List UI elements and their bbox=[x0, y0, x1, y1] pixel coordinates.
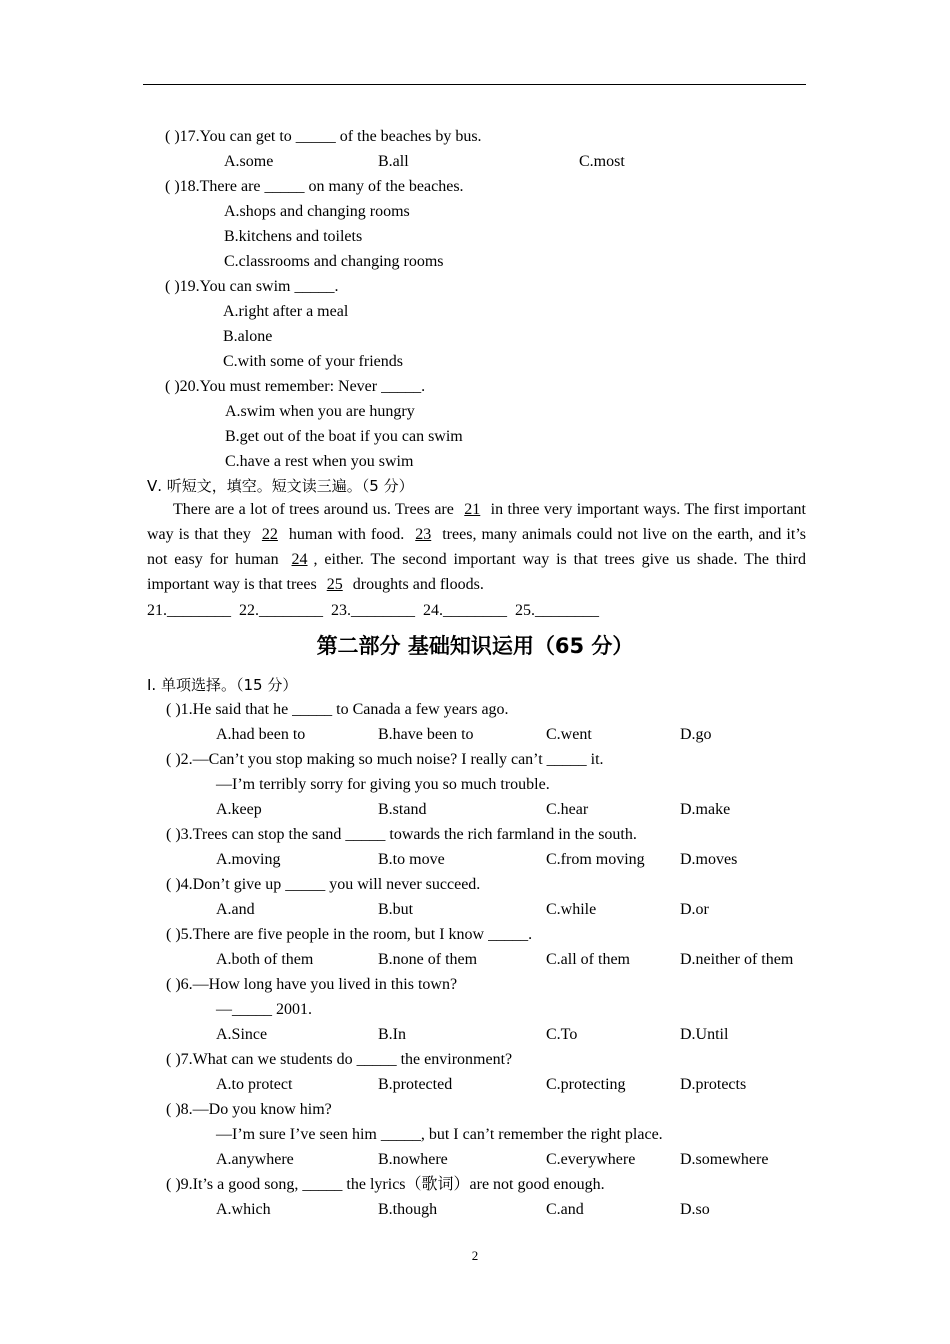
q8-option-b: B.nowhere bbox=[378, 1151, 448, 1168]
q4-option-b: B.but bbox=[378, 901, 414, 918]
passage-segment: There are a lot of trees around us. Trees are bbox=[173, 501, 459, 518]
q2-option-a: A.keep bbox=[216, 801, 262, 818]
q9-option-d: D.so bbox=[680, 1201, 710, 1218]
q19-option-c: C.with some of your friends bbox=[223, 353, 403, 370]
q4-option-a: A.and bbox=[216, 901, 255, 918]
q20-option-c: C.have a rest when you swim bbox=[225, 453, 414, 470]
q2-option-d: D.make bbox=[680, 801, 731, 818]
q20-option-b: B.get out of the boat if you can swim bbox=[225, 428, 463, 445]
q1-option-a: A.had been to bbox=[216, 726, 306, 743]
q20-option-a: A.swim when you are hungry bbox=[225, 403, 415, 420]
question-9-stem: ( )9.It’s a good song, _____ the lyrics（歌词）are not good enough. bbox=[166, 1176, 605, 1193]
q6-option-d: D.Until bbox=[680, 1026, 729, 1043]
page-number: 2 bbox=[471, 1248, 479, 1263]
answer-line: 21.________ 22.________ 23.________ 24.________ 25.________ bbox=[147, 602, 599, 619]
question-2-response: —I’m terribly sorry for giving you so much trouble. bbox=[216, 776, 550, 793]
question-18-stem: ( )18.There are _____ on many of the beaches. bbox=[165, 178, 464, 195]
blank-22: 22 bbox=[261, 526, 278, 543]
q9-option-a: A.which bbox=[216, 1201, 271, 1218]
q3-option-a: A.moving bbox=[216, 851, 281, 868]
q7-option-b: B.protected bbox=[378, 1076, 453, 1093]
part-2-heading: 第二部分 基础知识运用（65 分） bbox=[316, 634, 634, 658]
q8-option-d: D.somewhere bbox=[680, 1151, 769, 1168]
q18-option-b: B.kitchens and toilets bbox=[224, 228, 363, 245]
q7-option-d: D.protects bbox=[680, 1076, 747, 1093]
q3-option-b: B.to move bbox=[378, 851, 445, 868]
q17-option-b: B.all bbox=[378, 153, 409, 170]
q7-option-c: C.protecting bbox=[546, 1076, 626, 1093]
q1-option-d: D.go bbox=[680, 726, 712, 743]
q8-option-c: C.everywhere bbox=[546, 1151, 636, 1168]
passage-segment: in three very important ways. The first important way is that they bbox=[147, 501, 807, 543]
q2-option-b: B.stand bbox=[378, 801, 427, 818]
q19-option-b: B.alone bbox=[223, 328, 273, 345]
q1-option-c: C.went bbox=[546, 726, 592, 743]
question-20-stem: ( )20.You must remember: Never _____. bbox=[165, 378, 426, 395]
section-5-title: Ⅴ. 听短文，填空。短文读三遍。（5 分） bbox=[147, 477, 414, 495]
q5-option-c: C.all of them bbox=[546, 951, 630, 968]
q9-option-b: B.though bbox=[378, 1201, 438, 1218]
question-1-stem: ( )1.He said that he _____ to Canada a few years ago. bbox=[166, 701, 509, 718]
blank-24: 24 bbox=[291, 551, 308, 568]
q7-option-a: A.to protect bbox=[216, 1076, 293, 1093]
q18-option-c: C.classrooms and changing rooms bbox=[224, 253, 444, 270]
section-1-title: Ⅰ. 单项选择。（15 分） bbox=[147, 676, 298, 694]
question-7-stem: ( )7.What can we students do _____ the environment? bbox=[166, 1051, 513, 1068]
header-rule bbox=[143, 84, 806, 85]
q19-option-a: A.right after a meal bbox=[223, 303, 349, 320]
q6-option-b: B.In bbox=[378, 1026, 406, 1043]
question-6-response: —_____ 2001. bbox=[216, 1001, 312, 1018]
q3-option-d: D.moves bbox=[680, 851, 738, 868]
q5-option-a: A.both of them bbox=[216, 951, 314, 968]
q5-option-d: D.neither of them bbox=[680, 951, 794, 968]
question-8-stem: ( )8.—Do you know him? bbox=[166, 1101, 332, 1118]
question-2-stem: ( )2.—Can’t you stop making so much noise? I really can’t _____ it. bbox=[166, 751, 604, 768]
passage-segment: human with food. bbox=[283, 526, 410, 543]
q8-option-a: A.anywhere bbox=[216, 1151, 294, 1168]
q5-option-b: B.none of them bbox=[378, 951, 478, 968]
q17-option-c: C.most bbox=[579, 153, 625, 170]
question-5-stem: ( )5.There are five people in the room, but I know _____. bbox=[166, 926, 533, 943]
q1-option-b: B.have been to bbox=[378, 726, 474, 743]
q18-option-a: A.shops and changing rooms bbox=[224, 203, 410, 220]
blank-23: 23 bbox=[415, 526, 432, 543]
passage-segment: , either. The second important way is that trees give us shade. The third important way is that trees bbox=[147, 551, 807, 593]
passage-segment: droughts and floods. bbox=[348, 576, 484, 593]
q4-option-c: C.while bbox=[546, 901, 597, 918]
q4-option-d: D.or bbox=[680, 901, 709, 918]
question-6-stem: ( )6.—How long have you lived in this town? bbox=[166, 976, 458, 993]
q6-option-c: C.To bbox=[546, 1026, 578, 1043]
question-4-stem: ( )4.Don’t give up _____ you will never succeed. bbox=[166, 876, 481, 893]
question-8-response: —I’m sure I’ve seen him _____, but I can’t remember the right place. bbox=[216, 1126, 663, 1143]
passage-text bbox=[147, 497, 806, 597]
section-5-passage bbox=[147, 497, 806, 597]
q9-option-c: C.and bbox=[546, 1201, 584, 1218]
question-17-stem: ( )17.You can get to _____ of the beaches by bus. bbox=[165, 128, 482, 145]
question-3-stem: ( )3.Trees can stop the sand _____ towards the rich farmland in the south. bbox=[166, 826, 637, 843]
question-19-stem: ( )19.You can swim _____. bbox=[165, 278, 339, 295]
q6-option-a: A.Since bbox=[216, 1026, 268, 1043]
passage-segment: trees, many animals could not live on the earth, and it’s not easy for human bbox=[147, 526, 806, 568]
q3-option-c: C.from moving bbox=[546, 851, 645, 868]
blank-25: 25 bbox=[326, 576, 343, 593]
blank-21: 21 bbox=[464, 501, 481, 518]
q17-option-a: A.some bbox=[224, 153, 274, 170]
q2-option-c: C.hear bbox=[546, 801, 589, 818]
